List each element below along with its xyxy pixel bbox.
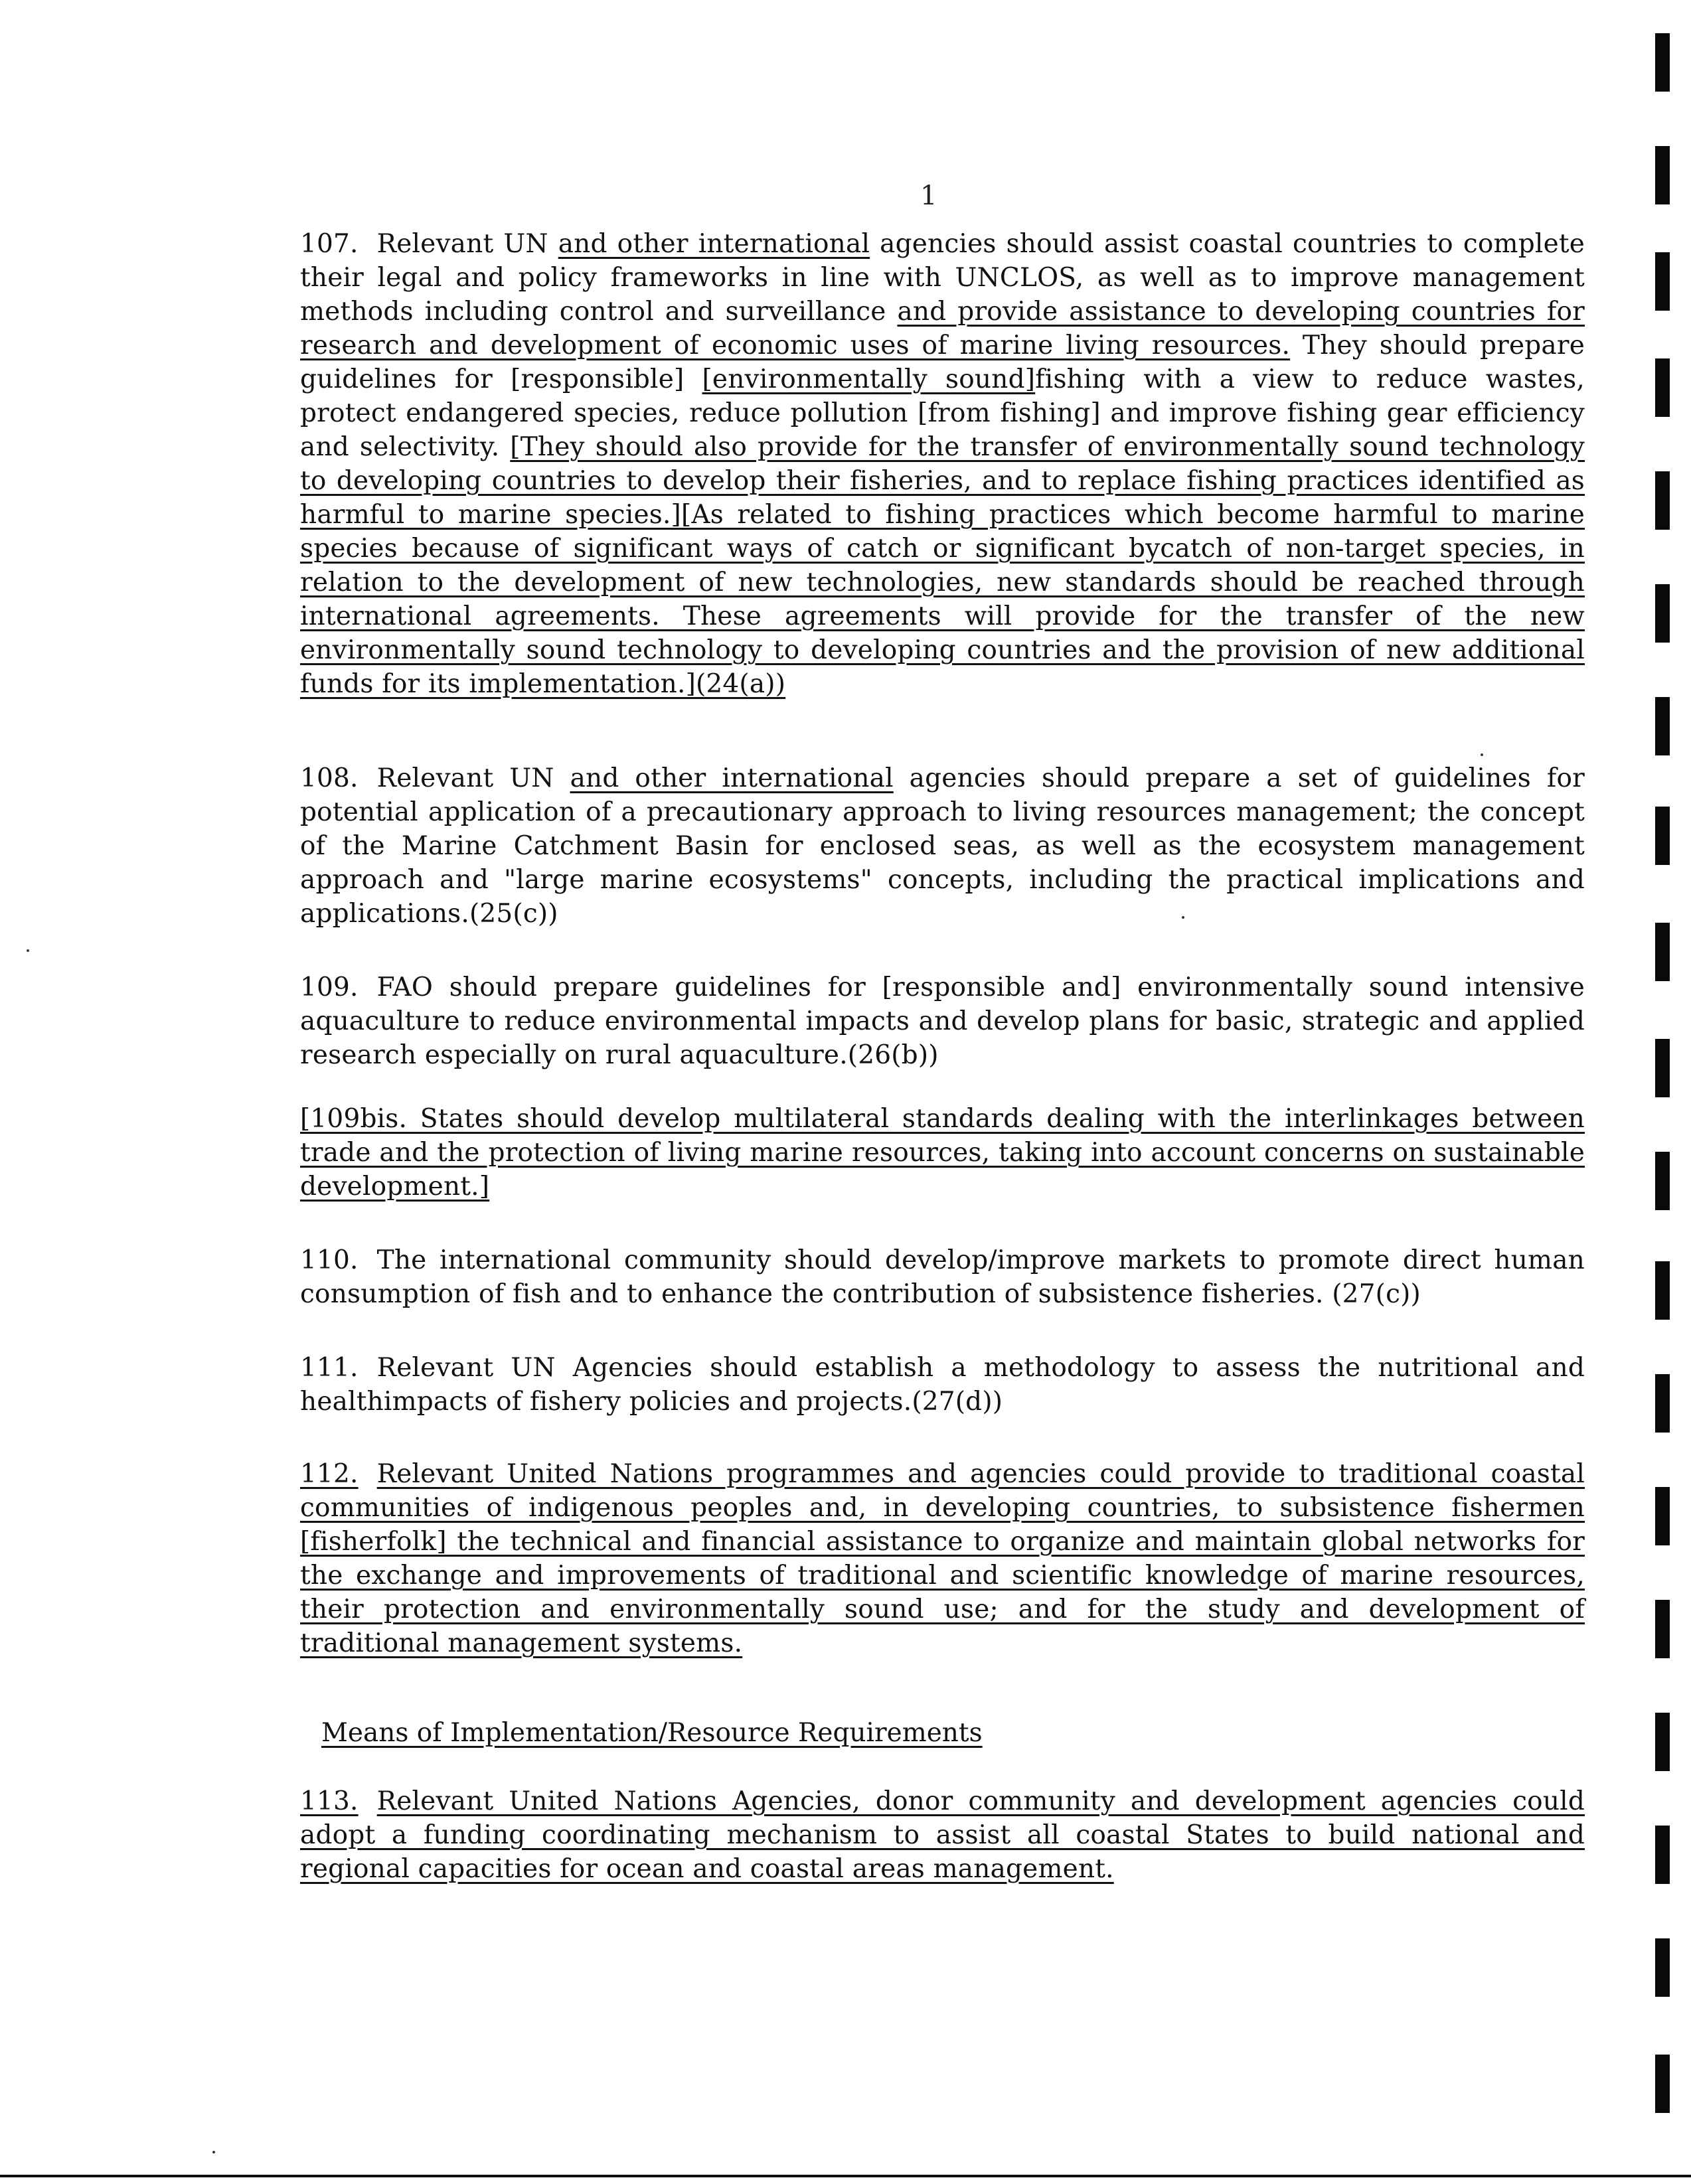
paragraph-number: 112.	[300, 1459, 359, 1489]
underlined-text: and other international	[558, 229, 870, 259]
paragraph-113	[300, 1784, 1585, 1886]
text-run: agencies should assist coastal countries to complete their legal and policy frameworks in line with UNCLOS, as well as to improve management methods including control and surveillance	[300, 229, 1585, 327]
paragraph-number: 107.	[300, 229, 359, 259]
paragraph-number: 109.	[300, 973, 359, 1002]
binding-mark	[1655, 1938, 1670, 1997]
underlined-text: and other international	[570, 763, 894, 793]
binding-mark	[1655, 584, 1670, 643]
scan-speck	[1182, 916, 1184, 919]
binding-mark	[1655, 33, 1670, 92]
underlined-text: [environmentally sound]	[702, 364, 1036, 394]
underlined-text: [They should also provide for the transfer of environmentally sound technology to developing countries to develop their fisheries, and to replace fishing practices identified as harmful to marine species.][As related to fishing practices which become harmful to marine species because of significant ways of catch or significant bycatch of non-target species, in relation to the development of new technologies, new standards should be reached through international agreements. These agreements will provide for the transfer of the new environmentally sound technology to developing countries and the provision of new additional funds for its implementation.](24(a))	[300, 432, 1585, 699]
text-run: Relevant UN	[376, 229, 558, 259]
paragraph-text: FAO should prepare guidelines for [responsible and] environmentally sound intensive aquaculture to reduce environmental impacts and develop plans for basic, strategic and applied research especially on rural aquaculture.(26(b))	[300, 973, 1585, 1070]
paragraph-number: 111.	[300, 1353, 359, 1383]
paragraph-number: 110.	[300, 1245, 359, 1275]
paragraph-111	[300, 1351, 1585, 1419]
binding-mark	[1655, 1152, 1670, 1210]
text-run: agencies should prepare a set of guidelines for potential application of a precautionary approach to living resources management; the concept of the Marine Catchment Basin for enclosed seas, as well as the ecosystem management approach and "large marine ecosystems" concepts, including the practical implications and applications.(25(c))	[300, 763, 1585, 929]
underlined-text: Relevant United Nations programmes and agencies could provide to traditional coastal communities of indigenous peoples and, in developing countries, to subsistence fishermen [fisherfolk] the technical and financial assistance to organize and maintain global networks for the exchange and improvements of traditional and scientific knowledge of marine resources, their protection and environmentally sound use; and for the study and development of traditional management systems.	[300, 1459, 1585, 1658]
binding-mark	[1655, 1487, 1670, 1545]
binding-mark	[1655, 697, 1670, 755]
binding-marks	[1655, 0, 1671, 2184]
section-heading: Means of Implementation/Resource Requirements	[321, 1718, 983, 1748]
paragraph-109bis	[300, 1102, 1585, 1204]
underlined-text: [109bis. States should develop multilateral standards dealing with the interlinkages between trade and the protection of living marine resources, taking into account concerns on sustainable development.]	[300, 1104, 1585, 1202]
scan-speck	[1481, 753, 1483, 756]
binding-mark	[1655, 252, 1670, 311]
paragraph-text: Relevant UN Agencies should establish a methodology to assess the nutritional and healthimpacts of fishery policies and projects.(27(d))	[300, 1353, 1585, 1417]
binding-mark	[1655, 1261, 1670, 1320]
binding-mark	[1655, 358, 1670, 417]
page-edge-line	[0, 2175, 1691, 2177]
page-number: 1	[920, 181, 937, 211]
binding-mark	[1655, 471, 1670, 530]
binding-mark	[1655, 1600, 1670, 1658]
binding-mark	[1655, 1374, 1670, 1433]
binding-mark	[1655, 2055, 1670, 2113]
paragraph-107	[300, 227, 1585, 701]
binding-mark	[1655, 1826, 1670, 1884]
binding-mark	[1655, 923, 1670, 981]
paragraph-112	[300, 1457, 1585, 1660]
text-run: They should prepare guidelines for [responsible]	[300, 331, 1585, 394]
paragraph-109	[300, 971, 1585, 1072]
text-run: Relevant UN	[376, 763, 570, 793]
underlined-text: and provide assistance to developing countries for research and development of economic uses of marine living resources.	[300, 297, 1585, 360]
scan-speck	[27, 949, 29, 952]
paragraph-110	[300, 1243, 1585, 1311]
underlined-text: Relevant United Nations Agencies, donor community and development agencies could adopt a funding coordinating mechanism to assist all coastal States to build national and regional capacities for ocean and coastal areas management.	[300, 1786, 1585, 1884]
paragraph-number: 108.	[300, 763, 359, 793]
text-run: fishing with a view to reduce wastes, protect endangered species, reduce pollution [from fishing] and improve fishing gear efficiency and selectivity.	[300, 364, 1585, 462]
binding-mark	[1655, 807, 1670, 865]
binding-mark	[1655, 146, 1670, 204]
paragraph-108	[300, 761, 1585, 931]
paragraph-text: The international community should develop/improve markets to promote direct human consumption of fish and to enhance the contribution of subsistence fisheries. (27(c))	[300, 1245, 1585, 1309]
binding-mark	[1655, 1713, 1670, 1771]
scan-speck	[212, 2151, 215, 2153]
binding-mark	[1655, 1039, 1670, 1097]
paragraph-number: 113.	[300, 1786, 359, 1816]
